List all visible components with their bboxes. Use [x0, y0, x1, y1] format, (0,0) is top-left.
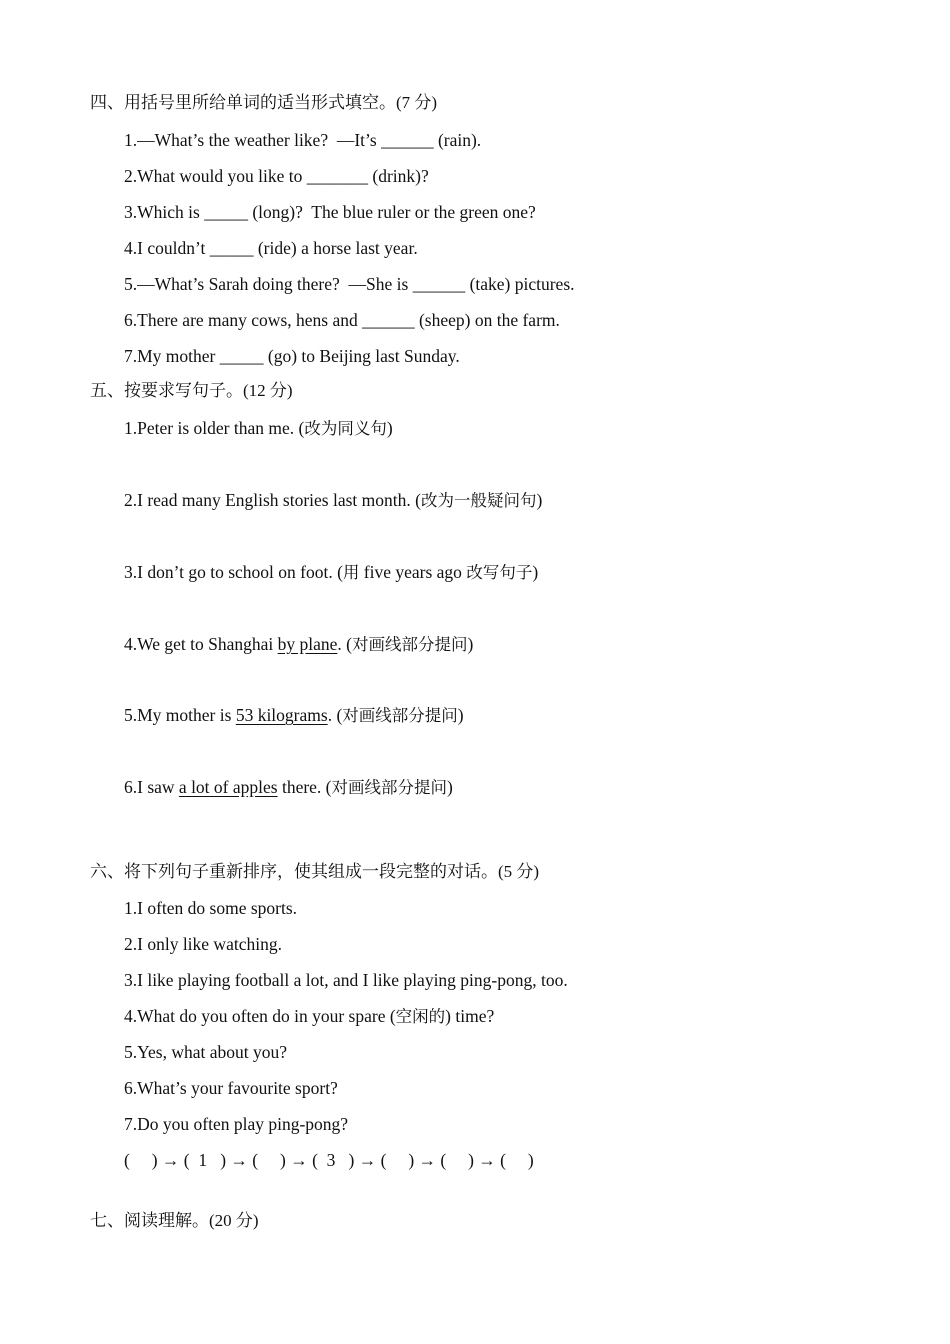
section-6-heading: 六、将下列句子重新排序，使其组成一段完整的对话。(5 分) [90, 862, 540, 882]
s5-item-6: 6.I saw a lot of apples there. (对画线部分提问) [124, 777, 453, 797]
section-4-heading: 四、用括号里所给单词的适当形式填空。(7 分) [90, 93, 438, 113]
s5-item-4: 4.We get to Shanghai by plane. (对画线部分提问) [124, 634, 474, 654]
s5-item-2: 2.I read many English stories last month. (改为一般疑问句) [124, 490, 543, 510]
s5-item-5: 5.My mother is 53 kilograms. (对画线部分提问) [124, 705, 464, 725]
section-5-heading: 五、按要求写句子。(12 分) [90, 381, 293, 401]
s6-item-4: 4.What do you often do in your spare (空闲的) time? [124, 1006, 495, 1026]
s4-item-4: 4.I couldn’t _____ (ride) a horse last year. [124, 238, 418, 258]
s6-item-6: 6.What’s your favourite sport? [124, 1078, 338, 1098]
s5-item-1: 1.Peter is older than me. (改为同义句) [124, 418, 393, 438]
underlined-phrase: 53 kilograms [235, 705, 328, 725]
underlined-phrase: by plane [277, 634, 338, 654]
s6-item-7: 7.Do you often play ping-pong? [124, 1114, 349, 1134]
s6-item-5: 5.Yes, what about you? [124, 1042, 288, 1062]
s4-item-1: 1.—What’s the weather like? —It’s ______ (rain). [124, 130, 482, 150]
s4-item-3: 3.Which is _____ (long)? The blue ruler or the green one? [124, 202, 536, 222]
s4-item-7: 7.My mother _____ (go) to Beijing last Sunday. [124, 346, 460, 366]
s4-item-5: 5.—What’s Sarah doing there? —She is ______ (take) pictures. [124, 274, 575, 294]
order-answer-sequence: ( ) → ( 1 ) → ( ) → ( 3 ) → ( ) → ( ) → ( ) [124, 1150, 534, 1170]
s6-item-1: 1.I often do some sports. [124, 898, 298, 918]
s5-item-3: 3.I don’t go to school on foot. (用 five years ago 改写句子) [124, 562, 539, 582]
s6-item-2: 2.I only like watching. [124, 934, 282, 954]
s4-item-6: 6.There are many cows, hens and ______ (sheep) on the farm. [124, 310, 560, 330]
s4-item-2: 2.What would you like to _______ (drink)? [124, 166, 429, 186]
section-7-heading: 七、阅读理解。(20 分) [90, 1211, 259, 1231]
s6-item-3: 3.I like playing football a lot, and I like playing ping-pong, too. [124, 970, 568, 990]
underlined-phrase: a lot of apples [178, 777, 278, 797]
